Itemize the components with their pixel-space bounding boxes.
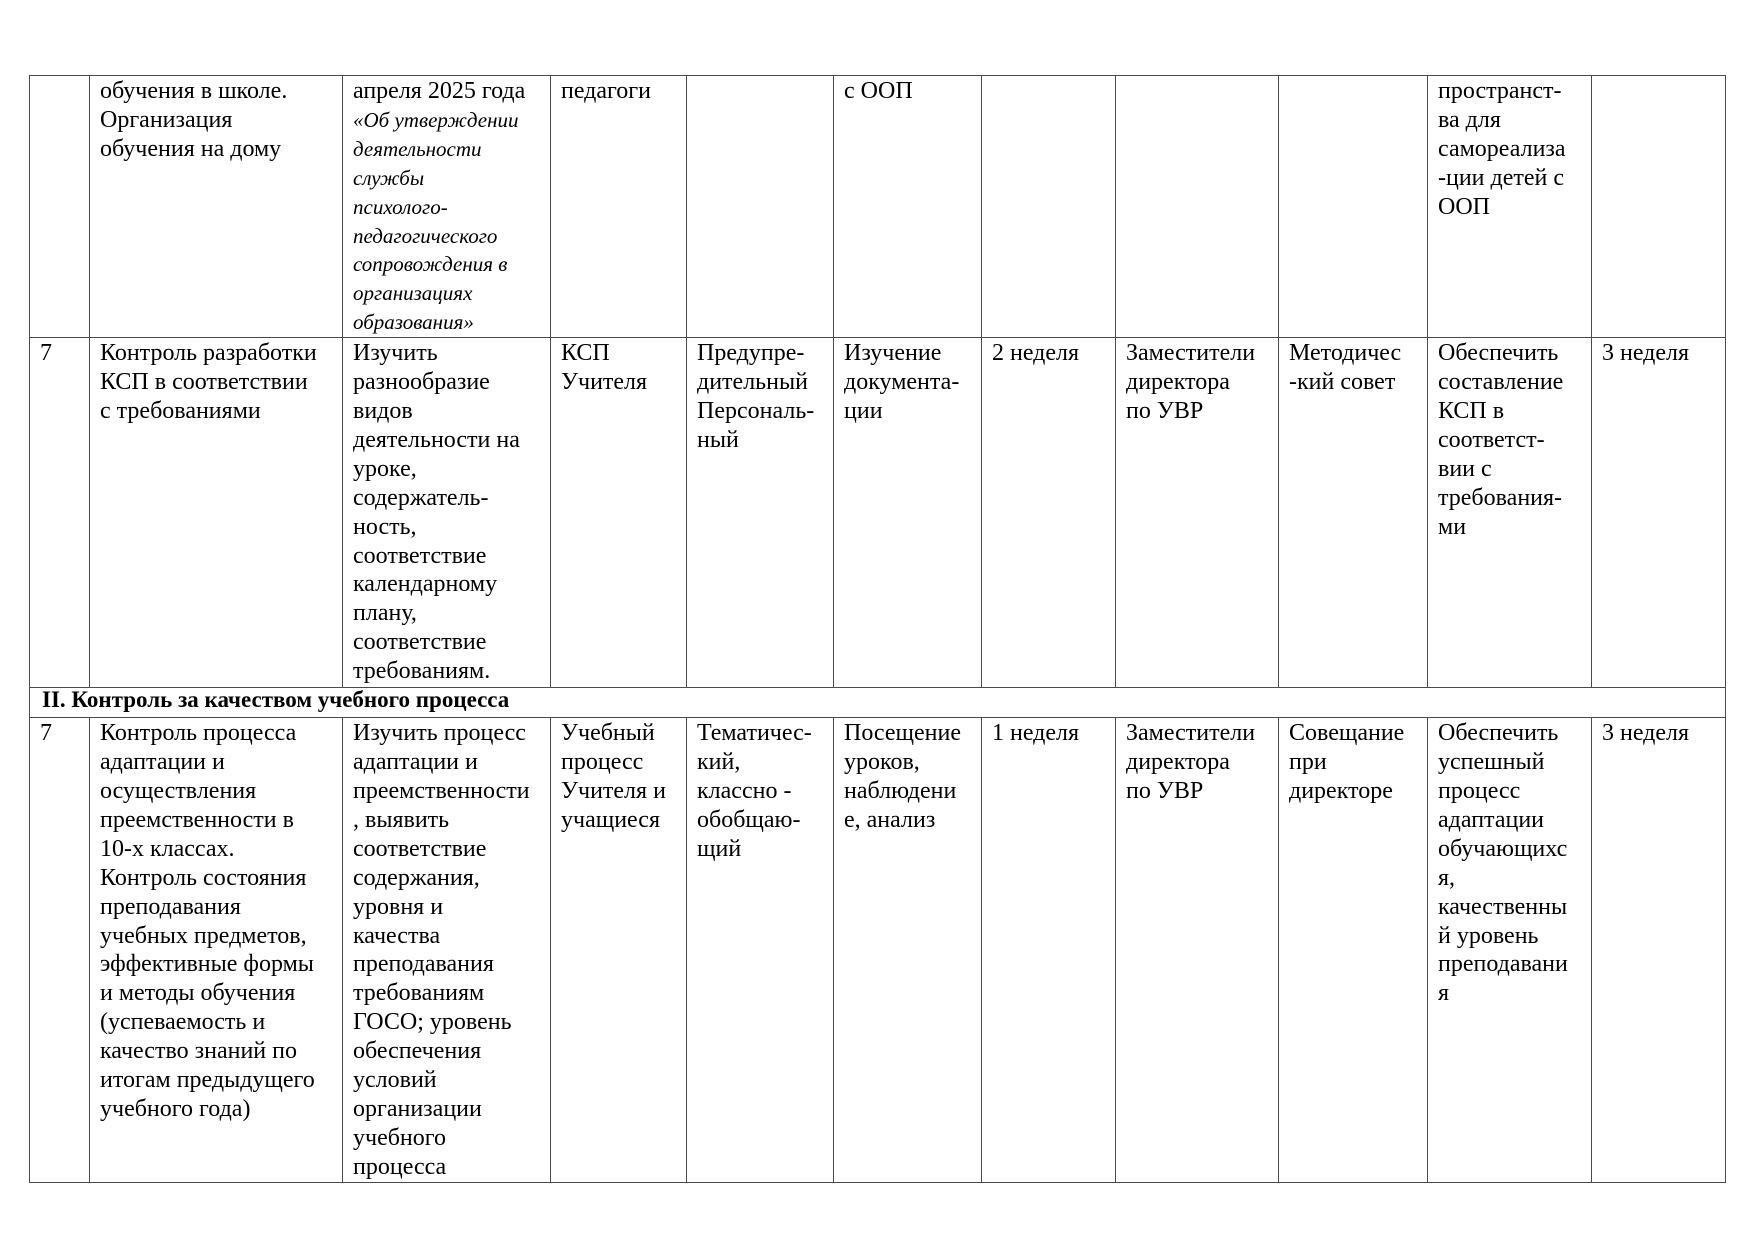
cell-control-object: Контроль разработки КСП в соответствии с требованиями: [90, 338, 343, 688]
cell-responsible: [1116, 76, 1279, 338]
cell-result: Обеспечить успешный процесс адаптации обучающихс я, качественны й уровень преподавани я: [1428, 718, 1592, 1183]
cell-control-method: Изучение документа- ции: [834, 338, 982, 688]
cell-review-place: Совещание при директоре: [1279, 718, 1428, 1183]
cell-num: 7: [30, 338, 90, 688]
cell-review-place: [1279, 76, 1428, 338]
table-row: [30, 76, 1726, 338]
section-title: II. Контроль за качеством учебного процесса: [30, 688, 1726, 718]
cell-control-type: Предупре- дительный Персональ- ный: [687, 338, 834, 688]
cell-term: [982, 76, 1116, 338]
cell-num: [30, 76, 90, 338]
cell-control-subject: педагоги: [551, 76, 687, 338]
cell-control-goal: Изучить процесс адаптации и преемственности , выявить соответствие содержания, уровня и качества преподавания требованиям ГОСО; уровень обеспечения условий организации учебного процесса: [343, 718, 551, 1183]
cell-control-goal: Изучить разнообразие видов деятельности на уроке, содержатель- ность, соответствие календарному плану, соответствие требованиям.: [343, 338, 551, 688]
cell-control-method: Посещение уроков, наблюдени е, анализ: [834, 718, 982, 1183]
section-header-row: [30, 688, 1726, 718]
cell-term: 1 неделя: [982, 718, 1116, 1183]
cell-control-method: с ООП: [834, 76, 982, 338]
cell-responsible: Заместители директора по УВР: [1116, 718, 1279, 1183]
cell-result: пространст- ва для самореализа -ции детей с ООП: [1428, 76, 1592, 338]
table-row: [30, 718, 1726, 1183]
table-row: [30, 338, 1726, 688]
cell-deadline: [1592, 76, 1726, 338]
cell-control-type: [687, 76, 834, 338]
cell-deadline: 3 неделя: [1592, 338, 1726, 688]
control-plan-table: [29, 75, 1726, 1183]
cell-result: Обеспечить составление КСП в соответст- вии с требования- ми: [1428, 338, 1592, 688]
cell-term: 2 неделя: [982, 338, 1116, 688]
goal-text: апреля 2025 года: [353, 78, 526, 104]
goal-italic-text: «Об утверждении деятельности службы психолого- педагогического сопровождения в организациях образования»: [353, 107, 519, 335]
cell-control-subject: КСП Учителя: [551, 338, 687, 688]
cell-responsible: Заместители директора по УВР: [1116, 338, 1279, 688]
cell-control-goal: [343, 76, 551, 338]
cell-review-place: Методичес -кий совет: [1279, 338, 1428, 688]
cell-num: 7: [30, 718, 90, 1183]
cell-control-type: Тематичес- кий, классно - обобщаю- щий: [687, 718, 834, 1183]
cell-control-object: обучения в школе. Организация обучения на дому: [90, 76, 343, 338]
cell-control-subject: Учебный процесс Учителя и учащиеся: [551, 718, 687, 1183]
cell-control-object: Контроль процесса адаптации и осуществления преемственности в 10-х классах. Контроль состояния преподавания учебных предметов, эффективные формы и методы обучения (успеваемость и качество знаний по итогам предыдущего учебного года): [90, 718, 343, 1183]
cell-deadline: 3 неделя: [1592, 718, 1726, 1183]
